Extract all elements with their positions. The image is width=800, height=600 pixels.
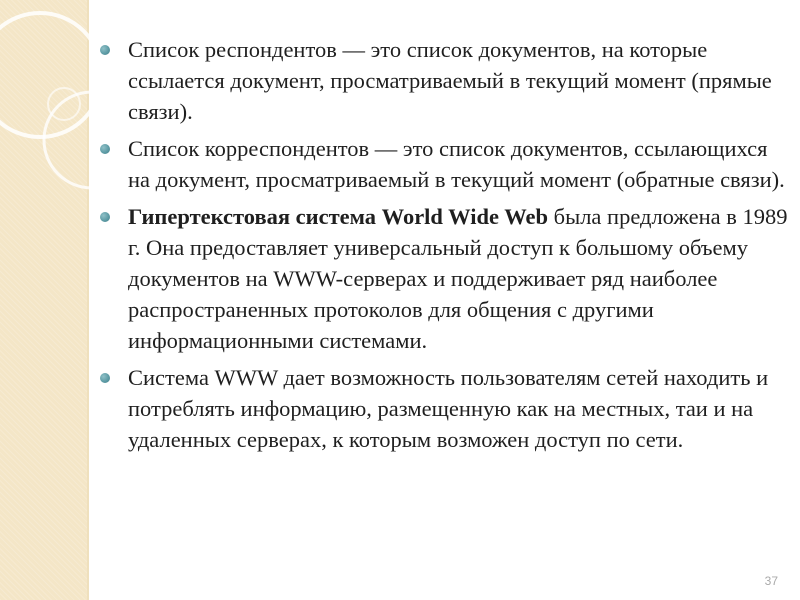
bullet-dot-icon <box>100 144 110 154</box>
bullet-dot-icon <box>100 212 110 222</box>
slide-body <box>100 34 790 461</box>
bullet-text: Список корреспондентов — это список документов, ссылающихся на документ, просматриваемый в текущий момент (обратные связи). <box>128 136 785 192</box>
bullet-item <box>100 362 790 455</box>
bullet-dot-icon <box>100 45 110 55</box>
bullet-item <box>100 133 790 195</box>
bullet-text: Список респондентов — это список документов, на которые ссылается документ, просматриваемый в текущий момент (прямые связи). <box>128 37 772 124</box>
bullet-text: была предложена в 1989 г. Она предоставляет универсальный доступ к большому объему документов на WWW-серверах и поддерживает ряд наиболее распространенных протоколов для общения с другими информационными системами. <box>128 204 788 353</box>
decorative-ring-large <box>0 13 102 137</box>
bullet-bold-text: Гипертекстовая система World Wide Web <box>128 204 548 229</box>
bullet-item <box>100 34 790 127</box>
decorative-ring-small <box>48 88 80 120</box>
page-number: 37 <box>764 574 778 588</box>
bullet-item <box>100 201 790 356</box>
bullet-dot-icon <box>100 373 110 383</box>
bullet-text: Система WWW дает возможность пользователям сетей находить и потреблять информацию, размещенную как на местных, таи и на удаленных серверах, к которым возможен доступ по сети. <box>128 365 769 452</box>
